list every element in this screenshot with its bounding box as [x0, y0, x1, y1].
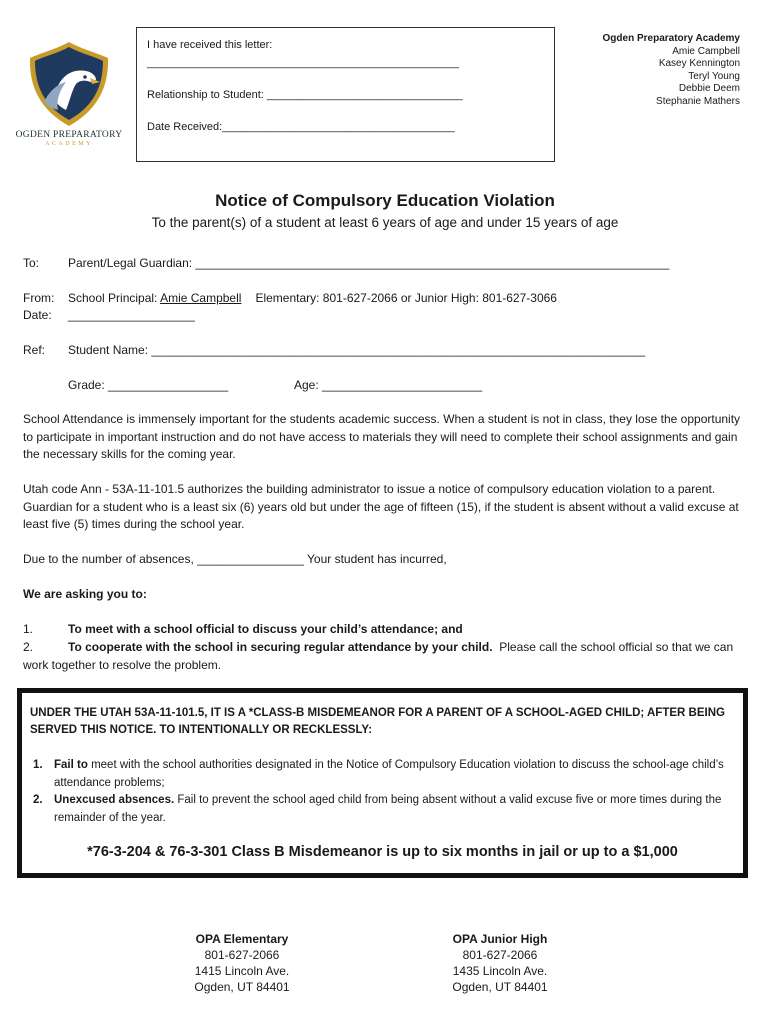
grade-field[interactable]: Grade: __________________: [68, 378, 229, 392]
elementary-phone: 801-627-2066: [204, 948, 280, 962]
staff-name: Stephanie Mathers: [656, 95, 740, 107]
elementary-city: Ogden, UT 84401: [194, 980, 290, 994]
warning-number: 2.: [33, 794, 43, 806]
staff-name: Teryl Young: [688, 70, 740, 82]
warning-text: meet with the school authorities designated in the Notice of Compulsory Education violation to discuss the school-age child’s attendance problems;: [54, 759, 724, 789]
warning-item-2: [33, 792, 724, 827]
junior-high-city: Ogden, UT 84401: [452, 980, 548, 994]
warning-heading: UNDER THE UTAH 53A-11-101.5, IT IS A *CLASS-B MISDEMEANOR FOR A PARENT OF A SCHOOL-AGED CHILD; AFTER BEING SERVED THIS NOTICE. TO INTENTIONALLY OR RECKLESSLY:: [30, 707, 725, 736]
absences-line: Due to the number of absences, ________________ Your student has incurred,: [23, 552, 447, 566]
attendance-paragraph: School Attendance is immensely important for the students academic success. When a student is not in class, they lose the opportunity to participate in important instruction and do not have access to materials they will need to complete their school assignments and gain the necessary skills for the coming year.: [23, 412, 741, 462]
from-value: [68, 291, 557, 305]
request-item-2: [0, 639, 748, 674]
asking-heading: We are asking you to:: [23, 587, 147, 601]
logo-name: OGDEN PREPARATORY: [15, 130, 123, 140]
student-name-field[interactable]: Student Name: __________________________________________________________________________: [68, 343, 646, 357]
warning-item-1: [33, 757, 724, 792]
page-subtitle: To the parent(s) of a student at least 6 years of age and under 15 years of age: [151, 215, 619, 230]
warning-number: 1.: [33, 759, 43, 771]
request-text: To meet with a school official to discuss your child’s attendance; and: [68, 622, 463, 636]
request-bold-text: To cooperate with the school in securing regular attendance by your child.: [68, 640, 493, 654]
received-label: I have received this letter:: [147, 39, 273, 51]
age-field[interactable]: Age: ________________________: [294, 378, 483, 392]
junior-high-address: [400, 931, 600, 995]
signature-line[interactable]: ___________________________________________________: [147, 57, 460, 69]
request-rest-text: Please call the school official so that we can work together to resolve the problem.: [23, 640, 734, 672]
warning-bold-text: Unexcused absences.: [54, 794, 175, 806]
staff-list: [603, 33, 740, 109]
guardian-field[interactable]: Parent/Legal Guardian: _______________________________________________________________________: [68, 256, 670, 270]
logo-sub: ACADEMY: [45, 141, 93, 147]
staff-name: Debbie Deem: [678, 83, 740, 95]
receipt-box: [136, 27, 555, 162]
staff-name: Amie Campbell: [672, 45, 740, 57]
warning-box: [17, 688, 748, 878]
staff-name: Kasey Kennington: [658, 58, 740, 70]
elementary-address: [142, 931, 342, 995]
school-logo: [14, 38, 124, 150]
date-label: Date:: [23, 308, 52, 322]
ref-label: Ref:: [23, 343, 46, 357]
principal-prefix: School Principal:: [68, 291, 161, 305]
junior-high-street: 1435 Lincoln Ave.: [452, 964, 548, 978]
page-title: Notice of Compulsory Education Violation: [215, 191, 555, 210]
utah-code-paragraph: Utah code Ann - 53A-11-101.5 authorizes the building administrator to issue a notice of compulsory education violation to a parent. Guardian for a student who is a least six (6) years old but under the age of fifteen (15), if the student is absent without a valid excuse at least five (5) times during the school year.: [23, 482, 739, 532]
junior-high-phone: 801-627-2066: [462, 948, 538, 962]
elementary-name: OPA Elementary: [195, 932, 289, 946]
to-label: To:: [23, 256, 40, 270]
elementary-street: 1415 Lincoln Ave.: [194, 964, 290, 978]
staff-school: Ogden Preparatory Academy: [602, 33, 740, 44]
principal-name: Amie Campbell: [160, 291, 242, 305]
eagle-crest-icon: [14, 38, 124, 130]
date-received-field[interactable]: Date Received:______________________________________: [147, 121, 455, 133]
warning-text: Fail to prevent the school aged child from being absent without a valid excuse five or more times during the remainder of the year.: [54, 794, 722, 824]
penalty-statement: *76-3-204 & 76-3-301 Class B Misdemeanor is up to six months in jail or up to a $1,000: [87, 844, 678, 860]
relationship-field[interactable]: Relationship to Student: ________________________________: [147, 89, 463, 101]
request-number: 1.: [23, 622, 34, 636]
date-field[interactable]: ___________________: [68, 308, 195, 322]
from-label: From:: [23, 291, 55, 305]
request-number: 2.: [23, 640, 34, 654]
phone-numbers: Elementary: 801-627-2066 or Junior High: 801-627-3066: [255, 291, 557, 305]
warning-bold-text: Fail to: [54, 759, 88, 771]
junior-high-name: OPA Junior High: [452, 932, 548, 946]
